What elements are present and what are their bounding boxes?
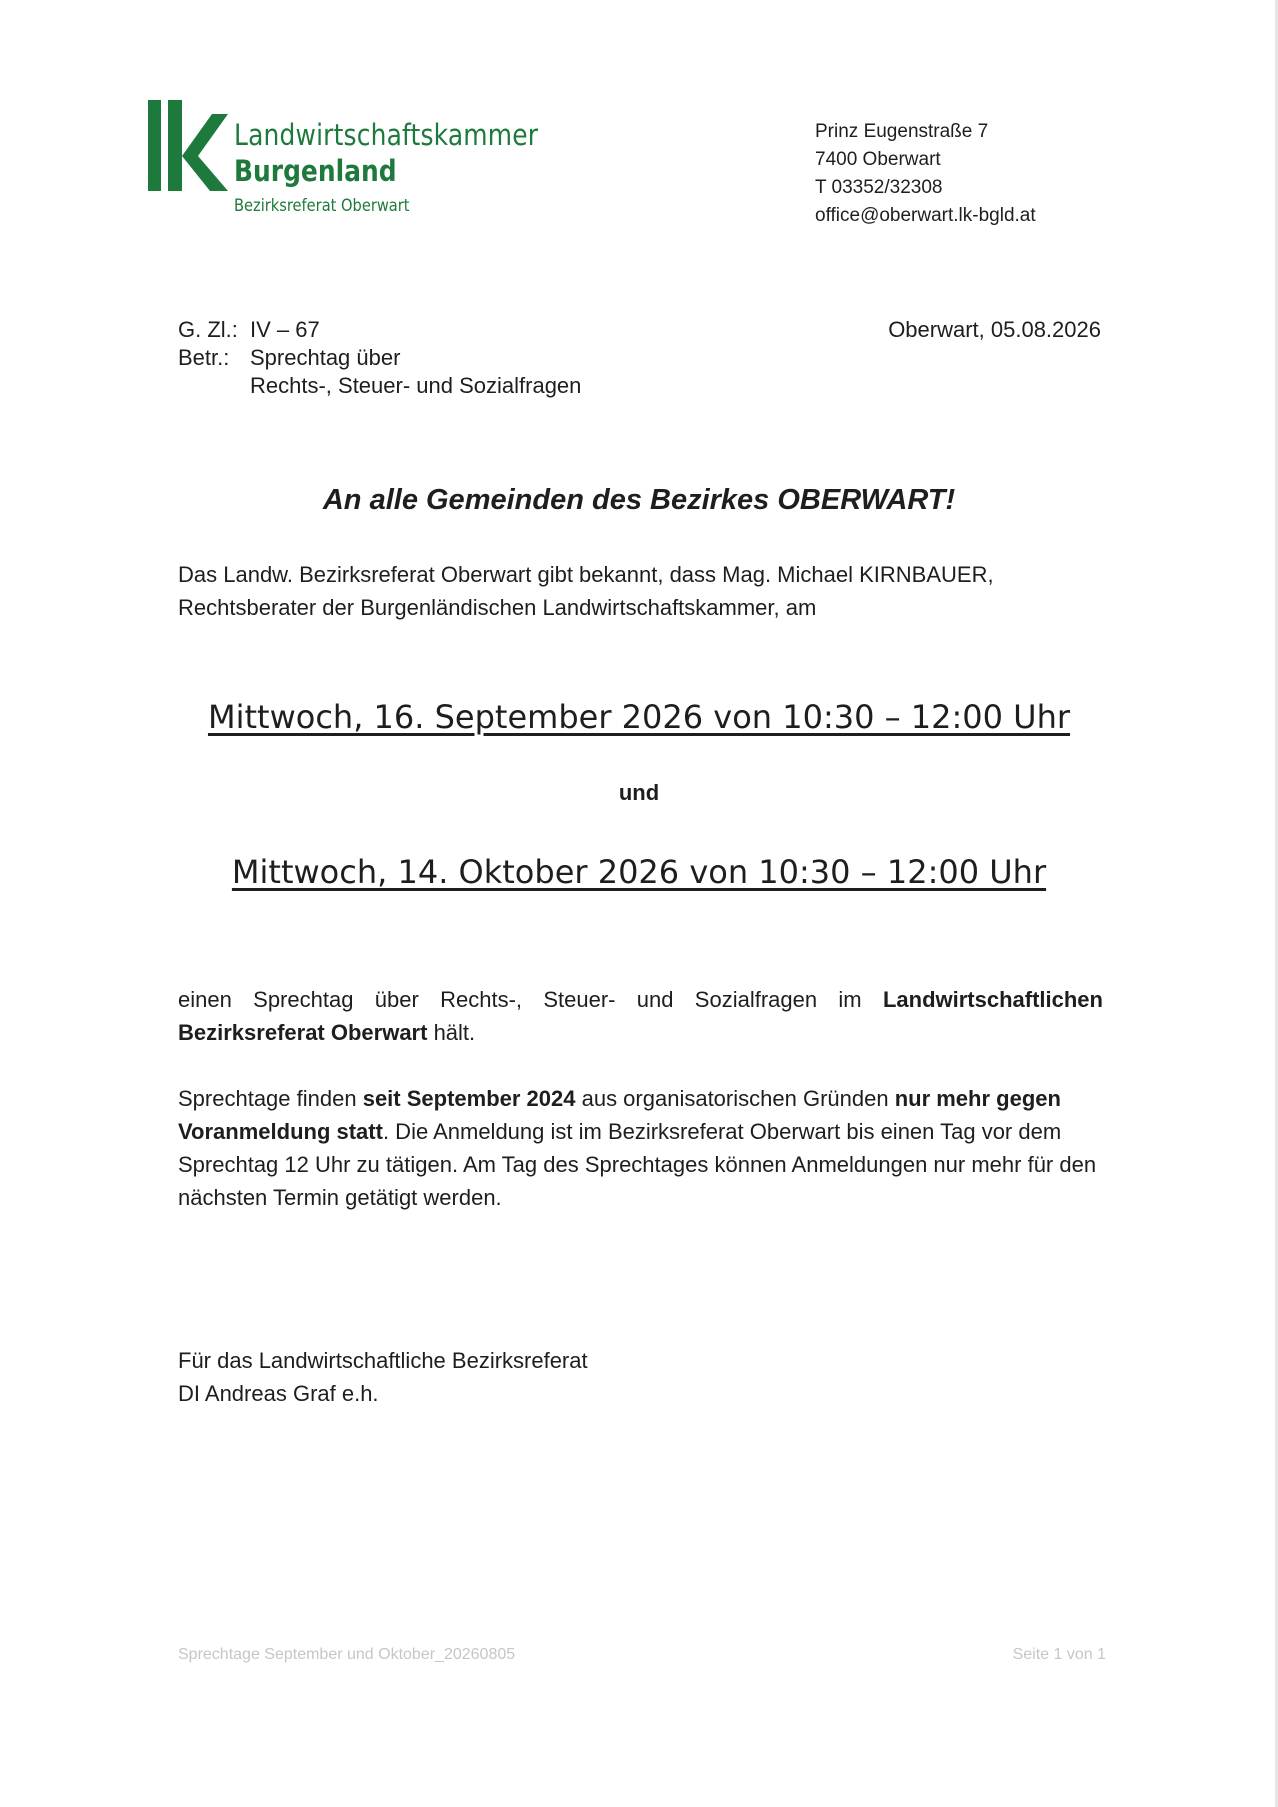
- purpose-text-b: hält.: [427, 1020, 476, 1045]
- subject-line1: Sprechtag über: [250, 345, 401, 370]
- second-date: Mittwoch, 14. Oktober 2026 von 10:30 – 12:00 Uhr: [231, 853, 1047, 891]
- date-connector: und: [618, 780, 660, 805]
- address-block: [815, 118, 1036, 230]
- address-email: office@oberwart.lk-bgld.at: [815, 205, 1036, 226]
- intro-line1: Das Landw. Bezirksreferat Oberwart gibt bekannt, dass Mag. Michael KIRNBAUER,: [178, 562, 994, 587]
- purpose-paragraph: [178, 983, 1103, 1049]
- subject: [178, 344, 581, 372]
- footer-filename: Sprechtage September und Oktober_20260805: [178, 1646, 516, 1663]
- address-street: Prinz Eugenstraße 7: [815, 121, 989, 142]
- logo-text: [234, 118, 588, 216]
- intro-line2: Rechtsberater der Burgenländischen Landwirtschaftskammer, am: [178, 595, 817, 620]
- signature-block: [178, 1344, 588, 1410]
- reference-number-value: IV – 67: [250, 317, 320, 342]
- headline: An alle Gemeinden des Bezirkes OBERWART!: [322, 484, 956, 516]
- registration-text-a: Sprechtage finden: [178, 1086, 363, 1111]
- brand-region: Burgenland: [234, 154, 397, 188]
- signature-name: DI Andreas Graf e.h.: [178, 1381, 379, 1406]
- signature-line1: Für das Landwirtschaftliche Bezirksreferat: [178, 1348, 588, 1373]
- reference-block: [178, 316, 581, 400]
- purpose-location: Landwirtschaftlichen Bezirksreferat Oberwart: [178, 987, 1103, 1045]
- registration-paragraph: [178, 1082, 1103, 1214]
- registration-requirement: nur mehr gegen Voranmeldung statt: [178, 1086, 1061, 1144]
- address-phone: T 03352/32308: [815, 177, 943, 198]
- reference-number: [178, 316, 581, 344]
- registration-since: seit September 2024: [362, 1086, 576, 1111]
- first-date: Mittwoch, 16. September 2026 von 10:30 – 12:00 Uhr: [207, 698, 1071, 736]
- subject-continuation: [178, 372, 581, 400]
- letter-date: Oberwart, 05.08.2026: [888, 317, 1101, 342]
- footer-page-number: Seite 1 von 1: [1012, 1646, 1106, 1663]
- brand-office: Bezirksreferat Oberwart: [234, 196, 410, 216]
- subject-label: Betr.:: [178, 345, 230, 370]
- registration-text-c: . Die Anmeldung ist im Bezirksreferat Oberwart bis einen Tag vor dem Sprechtag 12 Uhr zu tätigen. Am Tag des Sprechtages können Anmeldungen nur mehr für den nächsten Termin getätigt werden.: [178, 1119, 1097, 1210]
- lk-logo: [148, 100, 588, 230]
- purpose-text-a: einen Sprechtag über Rechts-, Steuer- und Sozialfragen im: [178, 987, 883, 1012]
- brand-name: Landwirtschaftskammer: [234, 118, 539, 152]
- registration-text-b: aus organisatorischen Gründen: [575, 1086, 895, 1111]
- subject-line2: Rechts-, Steuer- und Sozialfragen: [250, 373, 582, 398]
- lk-logo-mark-icon: [148, 100, 228, 195]
- reference-number-label: G. Zl.:: [178, 317, 238, 342]
- intro-paragraph: [178, 558, 1103, 624]
- address-city: 7400 Oberwart: [815, 149, 941, 170]
